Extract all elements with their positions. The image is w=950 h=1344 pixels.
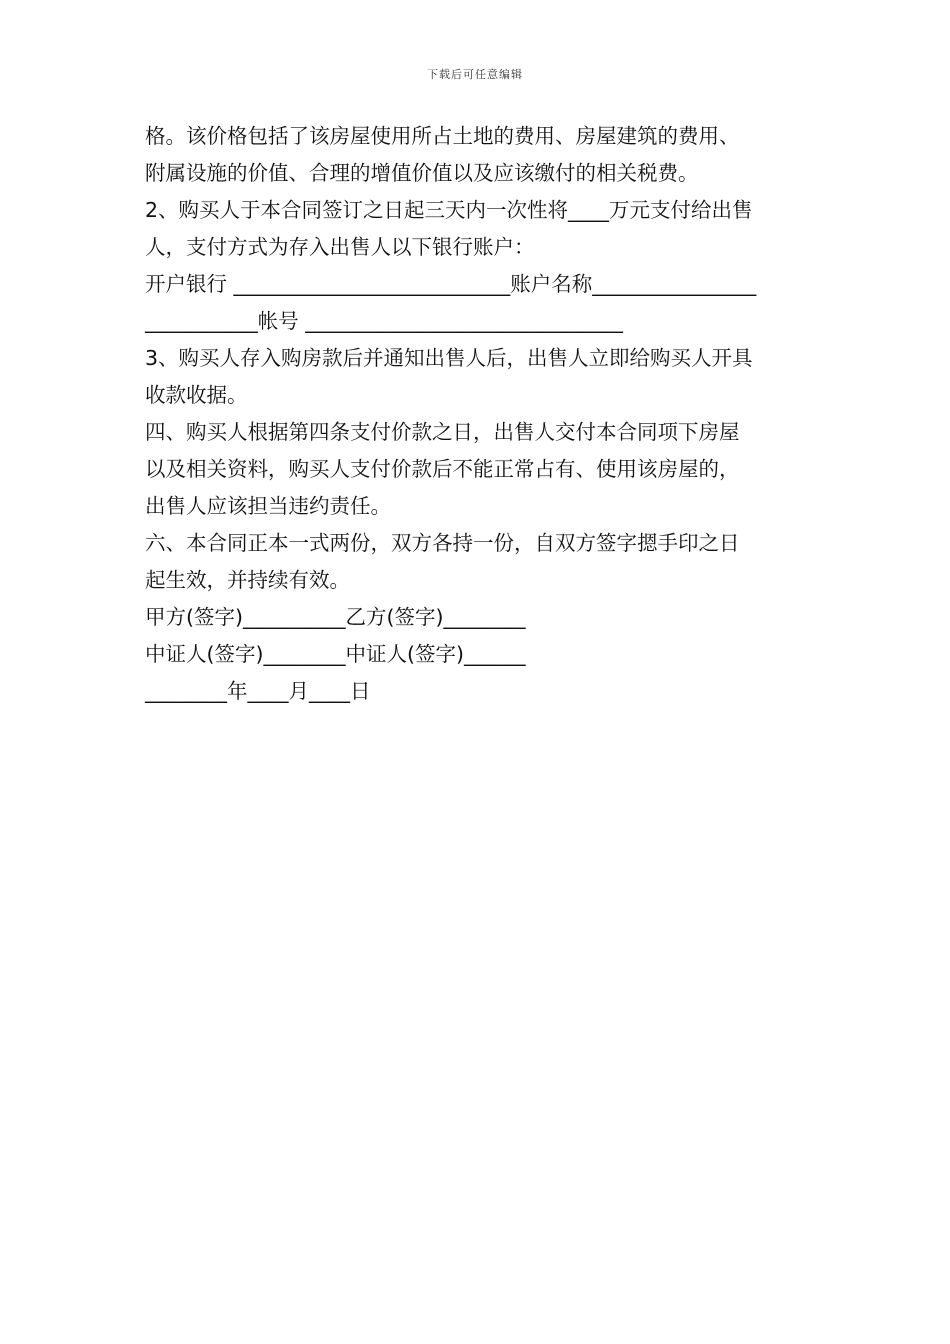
paragraph-line: 收款收据。 [145,383,248,407]
paragraph-line: 起生效，并持续有效。 [145,568,350,592]
page-header: 下载后可任意编辑 [427,68,523,81]
paragraph-line: 出售人应该担当违约责任。 [145,494,391,518]
witness-signature-line: 中证人(签字)________中证人(签字)______ [145,642,526,666]
paragraph-line: 六、本合同正本一式两份，双方各持一份，自双方签字摁手印之日 [145,531,740,555]
paragraph-line: 2、购买人于本合同签订之日起三天内一次性将____万元支付给出售 [145,198,753,222]
paragraph-line: 人，支付方式为存入出售人以下银行账户： [145,235,535,259]
date-line: ________年____月____日 [145,679,371,703]
account-number-line: ___________帐号 _______________________________ [145,309,624,333]
paragraph-line: 格。该价格包括了该房屋使用所占土地的费用、房屋建筑的费用、 [145,124,740,148]
party-signature-line: 甲方(签字)__________乙方(签字)________ [145,605,526,629]
paragraph-line: 以及相关资料，购买人支付价款后不能正常占有、使用该房屋的， [145,457,740,481]
paragraph-line: 附属设施的价值、合理的增值价值以及应该缴付的相关税费。 [145,161,699,185]
paragraph-line: 四、购买人根据第四条支付价款之日，出售人交付本合同项下房屋 [145,420,740,444]
contract-body [145,118,810,710]
paragraph-line: 3、购买人存入购房款后并通知出售人后，出售人立即给购买人开具 [145,346,753,370]
signature-block [145,599,810,710]
bank-account-line: 开户银行 ___________________________账户名称________________ [145,272,757,296]
